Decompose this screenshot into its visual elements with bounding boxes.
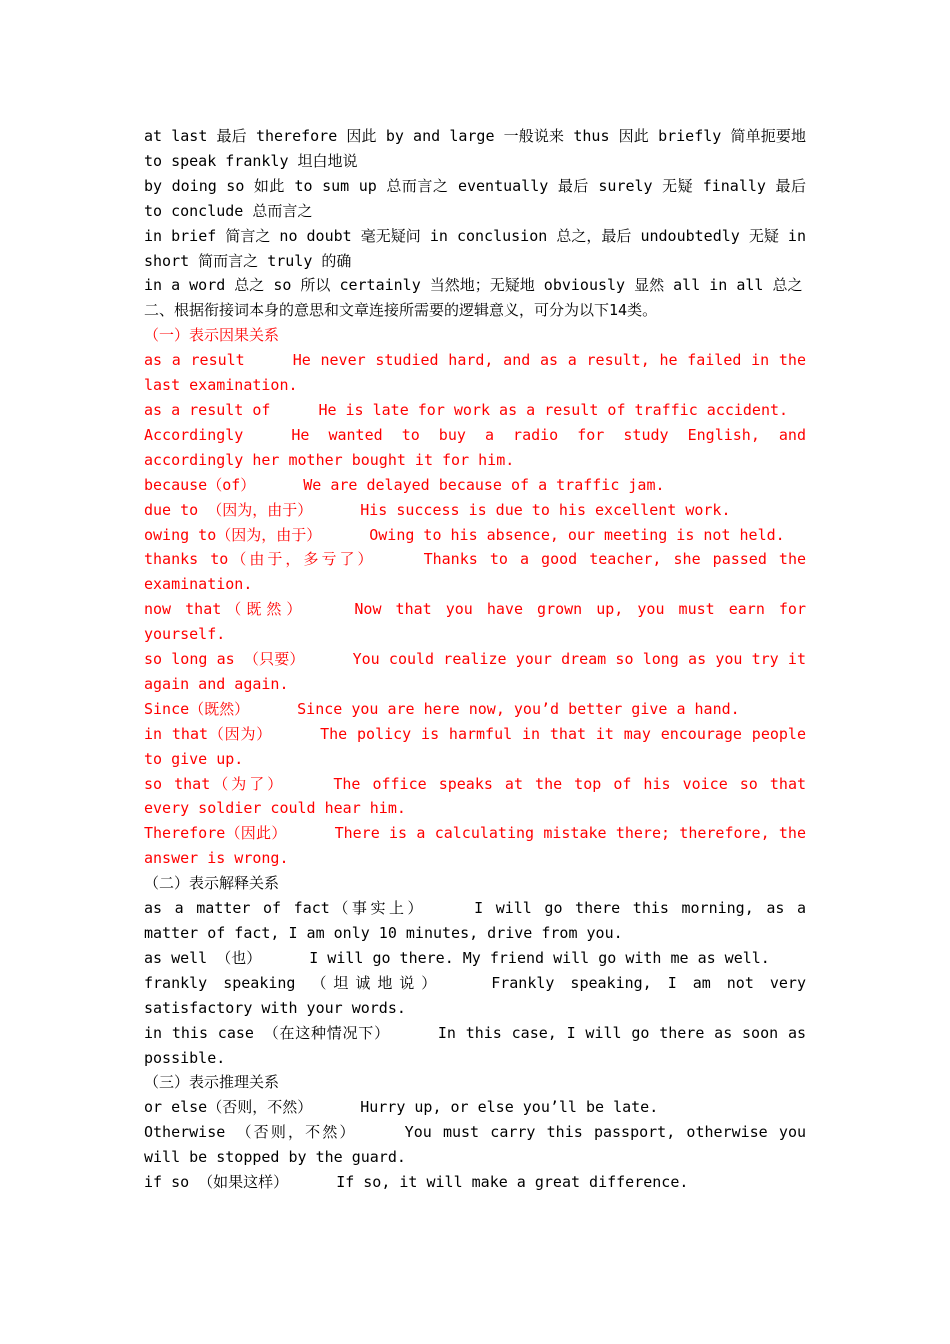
entry-example: If so, it will make a great difference.	[336, 1173, 689, 1192]
entry	[144, 1021, 806, 1071]
entry-term: as well （也）	[144, 948, 262, 967]
entry	[144, 647, 806, 697]
entry-example: He is late for work as a result of traffic accident.	[318, 400, 789, 419]
entry	[144, 722, 806, 772]
entry	[144, 498, 806, 523]
entry-example: The policy is harmful in that it may encourage people to give up.	[144, 724, 806, 768]
entry-example: There is a calculating mistake there; therefore, the answer is wrong.	[144, 824, 806, 868]
entry-list	[144, 1095, 806, 1195]
entry-list	[144, 348, 806, 871]
entry-term: owing to（因为，由于）	[144, 525, 322, 544]
summary-line: in brief 简言之 no doubt 毫无疑问 in conclusion 总之，最后 undoubtedly 无疑 in short 简而言之 truly 的确	[144, 226, 806, 270]
entry	[144, 772, 806, 822]
category-explanation	[144, 871, 806, 1070]
category-heading: （二）表示解释关系	[144, 874, 280, 893]
entry-term: as a result of	[144, 400, 271, 419]
entry	[144, 348, 806, 398]
entry-term: so that（为了）	[144, 774, 286, 793]
entry	[144, 423, 806, 473]
entry-example: Hurry up, or else you’ll be late.	[360, 1098, 659, 1117]
entry-term: Since（既然）	[144, 699, 250, 718]
entry-example: We are delayed because of a traffic jam.	[303, 475, 665, 494]
entry	[144, 946, 806, 971]
entry	[144, 896, 806, 946]
entry	[144, 473, 806, 498]
entry	[144, 1095, 806, 1120]
entry-term: in this case （在这种情况下）	[144, 1023, 390, 1042]
entry-term: thanks to（由于，多亏了）	[144, 550, 376, 569]
category-heading: （三）表示推理关系	[144, 1073, 280, 1092]
entry	[144, 597, 806, 647]
entry-example: I will go there this morning, as a matter of fact, I am only 10 minutes, drive from you.	[144, 899, 806, 942]
entry	[144, 547, 806, 597]
entry	[144, 821, 806, 871]
summary-line: in a word 总之 so 所以 certainly 当然地；无疑地 obviously 显然 all in all 总之	[144, 276, 803, 295]
entry-example: Frankly speaking, I am not very satisfactory with your words.	[144, 973, 806, 1017]
entry	[144, 1120, 806, 1170]
entry-example: In this case, I will go there as soon as possible.	[144, 1023, 807, 1067]
entry-example: He wanted to buy a radio for study English, and accordingly her mother bought it for him.	[144, 425, 806, 469]
entry-term: now that（既然）	[144, 600, 307, 619]
entry-example: I will go there. My friend will go with me as well.	[309, 948, 770, 967]
entry-term: as a matter of fact（事实上）	[144, 899, 427, 918]
entry-example: You must carry this passport, otherwise you will be stopped by the guard.	[144, 1123, 807, 1167]
entry-term: because（of）	[144, 475, 256, 494]
summary-line: at last 最后 therefore 因此 by and large 一般说来 thus 因此 briefly 简单扼要地 to speak frankly 坦白地说	[144, 127, 806, 170]
entry	[144, 398, 806, 423]
entry-term: Otherwise （否则，不然）	[144, 1123, 357, 1142]
entry-example: His success is due to his excellent work.	[360, 500, 731, 519]
summary-line: by doing so 如此 to sum up 总而言之 eventually 最后 surely 无疑 finally 最后 to conclude 总而言之	[144, 176, 806, 220]
entry-example: Now that you have grown up, you must earn for yourself.	[144, 600, 806, 644]
category-heading: （一）表示因果关系	[144, 326, 280, 345]
entry-term: frankly speaking （坦诚地说）	[144, 973, 444, 992]
entry	[144, 697, 806, 722]
entry	[144, 1170, 806, 1195]
entry	[144, 523, 806, 548]
entry-term: due to （因为，由于）	[144, 500, 313, 519]
entry-term: so long as （只要）	[144, 650, 305, 669]
entry-term: if so （如果这样）	[144, 1173, 289, 1192]
entry-example: The office speaks at the top of his voice so that every soldier could hear him.	[144, 774, 807, 818]
entry-list	[144, 896, 806, 1070]
entry	[144, 971, 806, 1021]
entry-term: Therefore（因此）	[144, 824, 287, 843]
section-two-intro: 二、根据衔接词本身的意思和文章连接所需要的逻辑意义，可分为以下14类。	[144, 301, 658, 320]
document-page	[144, 124, 806, 1195]
entry-example: Thanks to a good teacher, she passed the examination.	[144, 550, 807, 594]
category-inference	[144, 1070, 806, 1195]
entry-term: Accordingly	[144, 425, 244, 444]
entry-term: as a result	[144, 351, 245, 370]
entry-term: in that（因为）	[144, 724, 273, 743]
entry-term: or else（否则，不然）	[144, 1098, 313, 1117]
entry-example: Since you are here now, you’d better give a hand.	[297, 699, 740, 718]
entry-example: You could realize your dream so long as you try it again and again.	[144, 650, 806, 693]
entry-example: Owing to his absence, our meeting is not held.	[369, 525, 785, 544]
category-cause-effect	[144, 323, 806, 871]
entry-example: He never studied hard, and as a result, he failed in the last examination.	[144, 351, 806, 395]
